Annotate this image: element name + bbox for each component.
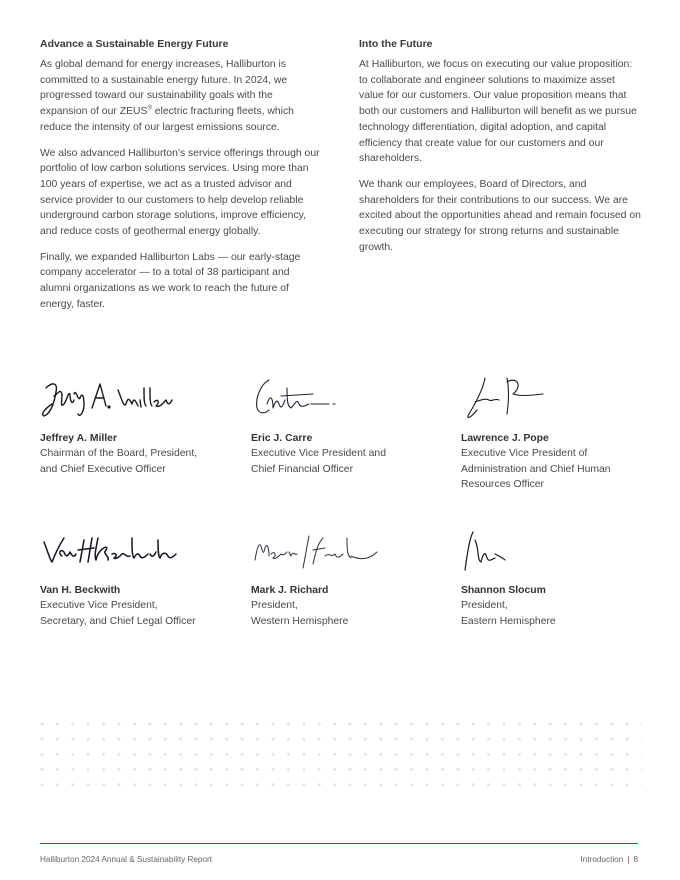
signatory-name: Van H. Beckwith — [40, 585, 121, 596]
grid-dot — [456, 768, 459, 771]
grid-dot — [426, 783, 429, 786]
grid-dot — [87, 783, 90, 786]
paragraph-low-carbon-solutions: We also advanced Halliburton’s service offerings through our portfolio of low carbon solutions services. Using more than 100 years of expertise, we act as a trusted advisor and service provider to our customers to help develop reliable underground carbon storage solutions, improve efficiency, and reduce costs of geothermal energy globally. — [40, 147, 320, 238]
grid-dot — [503, 753, 506, 756]
grid-dot — [56, 723, 59, 726]
grid-dot — [333, 753, 336, 756]
grid-dot — [410, 723, 413, 726]
grid-dot — [179, 738, 182, 741]
signatory-eric-carre — [251, 374, 456, 477]
grid-dot — [410, 753, 413, 756]
signatory-name: Shannon Slocum — [461, 585, 546, 596]
grid-dot — [364, 723, 367, 726]
grid-dot — [349, 768, 352, 771]
paragraph-thanks: We thank our employees, Board of Directors, and shareholders for their contributions to our success. We are excited about the opportunities ahead and remain focused on executing our strategy for strong returns and sustainable growth. — [359, 178, 641, 253]
grid-dot — [626, 723, 629, 726]
grid-dot — [133, 768, 136, 771]
grid-dot — [626, 753, 629, 756]
right-column — [359, 38, 641, 265]
grid-dot — [349, 723, 352, 726]
signature-mark-richard-image — [251, 526, 401, 576]
grid-dot — [272, 768, 275, 771]
grid-dot — [349, 753, 352, 756]
grid-dot — [41, 723, 44, 726]
grid-dot — [333, 783, 336, 786]
grid-dot — [56, 783, 59, 786]
grid-dot — [225, 738, 228, 741]
grid-dot — [195, 753, 198, 756]
grid-dot — [641, 723, 642, 726]
grid-dot — [56, 738, 59, 741]
grid-dot — [518, 768, 521, 771]
grid-dot — [148, 768, 151, 771]
grid-dot — [518, 783, 521, 786]
grid-dot — [580, 723, 583, 726]
grid-dot — [503, 738, 506, 741]
grid-dot — [395, 768, 398, 771]
grid-dot — [472, 753, 475, 756]
grid-dot — [118, 753, 121, 756]
paragraph-value-proposition: At Halliburton, we focus on executing our value proposition: to collaborate and engineer solutions to maximize asset value for our customers. Our value proposition means that both our customers and Halliburton will benefit as we pursue technology differentiation, digital adoption, and capital efficiency that create value for our customers and our shareholders. — [359, 59, 637, 165]
grid-dot — [487, 768, 490, 771]
grid-dot — [318, 783, 321, 786]
grid-dot — [41, 738, 44, 741]
grid-dot — [626, 738, 629, 741]
registered-mark: ® — [147, 105, 152, 112]
grid-dot — [241, 738, 244, 741]
grid-dot — [472, 783, 475, 786]
grid-dot — [564, 753, 567, 756]
grid-dot — [256, 768, 259, 771]
grid-dot — [518, 723, 521, 726]
grid-dot — [580, 738, 583, 741]
grid-dot — [272, 738, 275, 741]
grid-dot — [426, 753, 429, 756]
grid-dot — [610, 753, 613, 756]
grid-dot — [102, 738, 105, 741]
grid-dot — [302, 783, 305, 786]
grid-dot — [225, 723, 228, 726]
grid-dot — [195, 783, 198, 786]
grid-dot — [472, 738, 475, 741]
grid-dot — [241, 753, 244, 756]
grid-dot — [118, 723, 121, 726]
signatory-mark-richard — [251, 526, 456, 629]
signatory-title-line: Resources Officer — [461, 479, 544, 491]
grid-dot — [641, 768, 642, 771]
paragraph-sustainability-goals: As global demand for energy increases, Halliburton is committed to a sustainable energy future. In 2024, we progressed toward our sustainability goals with the expansion of our ZEUS® electric fracturing fleets, which reduce the intensity of our largest emissions source. — [40, 59, 294, 133]
grid-dot — [41, 783, 44, 786]
grid-dot — [410, 783, 413, 786]
grid-dot — [118, 783, 121, 786]
grid-dot — [595, 753, 598, 756]
grid-dot — [241, 768, 244, 771]
grid-dot — [379, 723, 382, 726]
footer-separator: | — [627, 855, 630, 864]
grid-dot — [395, 753, 398, 756]
grid-dot — [241, 783, 244, 786]
grid-dot — [456, 783, 459, 786]
grid-dot — [518, 753, 521, 756]
grid-dot — [133, 753, 136, 756]
grid-dot — [287, 753, 290, 756]
grid-dot — [379, 738, 382, 741]
grid-dot — [441, 723, 444, 726]
grid-dot — [164, 753, 167, 756]
section-heading-sustainable-energy: Advance a Sustainable Energy Future — [40, 38, 229, 50]
grid-dot — [441, 768, 444, 771]
grid-dot — [487, 753, 490, 756]
grid-dot — [564, 738, 567, 741]
grid-dot — [426, 768, 429, 771]
grid-dot — [395, 738, 398, 741]
grid-dot — [179, 768, 182, 771]
grid-dot — [564, 768, 567, 771]
grid-dot — [641, 783, 642, 786]
grid-dot — [164, 738, 167, 741]
grid-dot — [41, 753, 44, 756]
signatory-name: Eric J. Carre — [251, 433, 313, 444]
grid-dot — [195, 738, 198, 741]
grid-dot — [533, 723, 536, 726]
grid-dot — [71, 768, 74, 771]
grid-dot — [287, 768, 290, 771]
grid-dot — [256, 783, 259, 786]
grid-dot — [364, 753, 367, 756]
grid-dot — [364, 768, 367, 771]
grid-dot — [580, 783, 583, 786]
grid-dot — [595, 723, 598, 726]
grid-dot — [318, 753, 321, 756]
grid-dot — [56, 768, 59, 771]
signatory-van-beckwith — [40, 526, 245, 629]
grid-dot — [318, 738, 321, 741]
grid-dot — [503, 768, 506, 771]
signatory-title-line: Chairman of the Board, President, — [40, 448, 198, 459]
page-number: 8 — [633, 855, 638, 864]
signature-eric-carre-image — [251, 374, 401, 424]
grid-dot — [41, 768, 44, 771]
grid-dot — [503, 723, 506, 726]
grid-dot — [395, 723, 398, 726]
grid-dot — [610, 783, 613, 786]
grid-dot — [102, 783, 105, 786]
signatory-jeffrey-miller — [40, 374, 245, 477]
grid-dot — [71, 783, 74, 786]
grid-dot — [426, 738, 429, 741]
grid-dot — [272, 723, 275, 726]
grid-dot — [225, 753, 228, 756]
grid-dot — [179, 723, 182, 726]
grid-dot — [225, 768, 228, 771]
grid-dot — [287, 783, 290, 786]
grid-dot — [503, 783, 506, 786]
signature-lawrence-pope-image — [461, 374, 611, 424]
grid-dot — [87, 738, 90, 741]
grid-dot — [641, 753, 642, 756]
signatory-name: Lawrence J. Pope — [461, 433, 549, 444]
grid-dot — [102, 723, 105, 726]
grid-dot — [87, 723, 90, 726]
grid-dot — [118, 738, 121, 741]
grid-dot — [210, 783, 213, 786]
grid-dot — [87, 753, 90, 756]
grid-dot — [349, 783, 352, 786]
signatory-title-line: and Chief Executive Officer — [40, 463, 166, 475]
grid-dot — [56, 753, 59, 756]
grid-dot — [456, 738, 459, 741]
grid-dot — [148, 723, 151, 726]
footer-section: Introduction — [580, 855, 624, 864]
signature-van-beckwith-image — [40, 526, 190, 576]
grid-dot — [333, 723, 336, 726]
grid-dot — [210, 723, 213, 726]
paragraph-halliburton-labs: Finally, we expanded Halliburton Labs — our early-stage company accelerator — to a total of 38 participant and alumni organizations as we work to reach the future of energy, faster. — [40, 251, 301, 310]
grid-dot — [595, 783, 598, 786]
grid-dot — [549, 723, 552, 726]
signatory-name: Jeffrey A. Miller — [40, 433, 117, 444]
grid-dot — [333, 738, 336, 741]
signatory-title-line: President, — [461, 600, 508, 611]
signatory-shannon-slocum — [461, 526, 666, 629]
signature-jeffrey-miller-image — [40, 374, 190, 424]
grid-dot — [472, 768, 475, 771]
grid-dot — [626, 768, 629, 771]
signatory-lawrence-pope — [461, 374, 666, 493]
grid-dot — [349, 738, 352, 741]
grid-dot — [210, 768, 213, 771]
footer-report-name: Halliburton 2024 Annual & Sustainability Report — [40, 855, 213, 864]
grid-dot — [410, 738, 413, 741]
grid-dot — [318, 723, 321, 726]
grid-dot — [595, 768, 598, 771]
signatory-title-line: Western Hemisphere — [251, 615, 349, 627]
grid-dot — [472, 723, 475, 726]
left-column — [40, 38, 322, 323]
grid-dot — [379, 768, 382, 771]
grid-dot — [426, 723, 429, 726]
grid-dot — [256, 723, 259, 726]
grid-dot — [241, 723, 244, 726]
grid-dot — [287, 738, 290, 741]
grid-dot — [148, 753, 151, 756]
grid-dot — [533, 738, 536, 741]
grid-dot — [379, 753, 382, 756]
grid-dot — [580, 768, 583, 771]
grid-dot — [364, 783, 367, 786]
grid-dot — [379, 783, 382, 786]
grid-dot — [564, 723, 567, 726]
grid-dot — [195, 723, 198, 726]
grid-dot — [533, 768, 536, 771]
signature-shannon-slocum-image — [461, 526, 611, 576]
signatory-title-line: Secretary, and Chief Legal Officer — [40, 615, 196, 627]
grid-dot — [164, 783, 167, 786]
grid-dot — [302, 753, 305, 756]
signatory-title-line: Executive Vice President of — [461, 448, 588, 459]
grid-dot — [133, 723, 136, 726]
grid-dot — [395, 783, 398, 786]
grid-dot — [148, 738, 151, 741]
grid-dot — [410, 768, 413, 771]
grid-dot — [256, 738, 259, 741]
grid-dot — [179, 753, 182, 756]
grid-dot — [71, 753, 74, 756]
grid-dot — [456, 723, 459, 726]
grid-dot — [626, 783, 629, 786]
grid-dot — [610, 723, 613, 726]
footer-page-info — [581, 855, 639, 864]
grid-dot — [210, 738, 213, 741]
grid-dot — [487, 738, 490, 741]
grid-dot — [71, 738, 74, 741]
signatory-title-line: Eastern Hemisphere — [461, 615, 556, 627]
grid-dot — [641, 738, 642, 741]
grid-dot — [549, 783, 552, 786]
grid-dot — [610, 738, 613, 741]
grid-dot — [164, 723, 167, 726]
grid-dot — [272, 783, 275, 786]
grid-dot — [333, 768, 336, 771]
grid-dot — [164, 768, 167, 771]
grid-dot — [287, 723, 290, 726]
grid-dot — [179, 783, 182, 786]
grid-dot — [302, 738, 305, 741]
signatory-title-line: Chief Financial Officer — [251, 463, 354, 475]
grid-dot — [225, 783, 228, 786]
signatory-name: Mark J. Richard — [251, 585, 329, 596]
grid-dot — [118, 768, 121, 771]
decorative-dot-grid — [38, 718, 642, 790]
grid-dot — [487, 723, 490, 726]
grid-dot — [549, 768, 552, 771]
grid-dot — [302, 768, 305, 771]
grid-dot — [364, 738, 367, 741]
grid-dot — [595, 738, 598, 741]
grid-dot — [302, 723, 305, 726]
grid-dot — [456, 753, 459, 756]
grid-dot — [256, 753, 259, 756]
footer-divider — [40, 843, 638, 844]
grid-dot — [441, 783, 444, 786]
signatory-title-line: Executive Vice President, — [40, 600, 158, 611]
grid-dot — [549, 753, 552, 756]
grid-dot — [549, 738, 552, 741]
grid-dot — [210, 753, 213, 756]
grid-dot — [533, 783, 536, 786]
grid-dot — [272, 753, 275, 756]
grid-dot — [195, 768, 198, 771]
grid-dot — [148, 783, 151, 786]
signatory-title-line: Administration and Chief Human — [461, 463, 611, 475]
grid-dot — [318, 768, 321, 771]
grid-dot — [610, 768, 613, 771]
grid-dot — [533, 753, 536, 756]
grid-dot — [518, 738, 521, 741]
signatory-title-line: Executive Vice President and — [251, 448, 386, 459]
grid-dot — [102, 753, 105, 756]
grid-dot — [441, 753, 444, 756]
grid-dot — [71, 723, 74, 726]
grid-dot — [441, 738, 444, 741]
grid-dot — [133, 783, 136, 786]
grid-dot — [102, 768, 105, 771]
grid-dot — [564, 783, 567, 786]
grid-dot — [133, 738, 136, 741]
section-heading-into-the-future: Into the Future — [359, 38, 433, 50]
signatory-title-line: President, — [251, 600, 298, 611]
grid-dot — [580, 753, 583, 756]
grid-dot — [87, 768, 90, 771]
grid-dot — [487, 783, 490, 786]
